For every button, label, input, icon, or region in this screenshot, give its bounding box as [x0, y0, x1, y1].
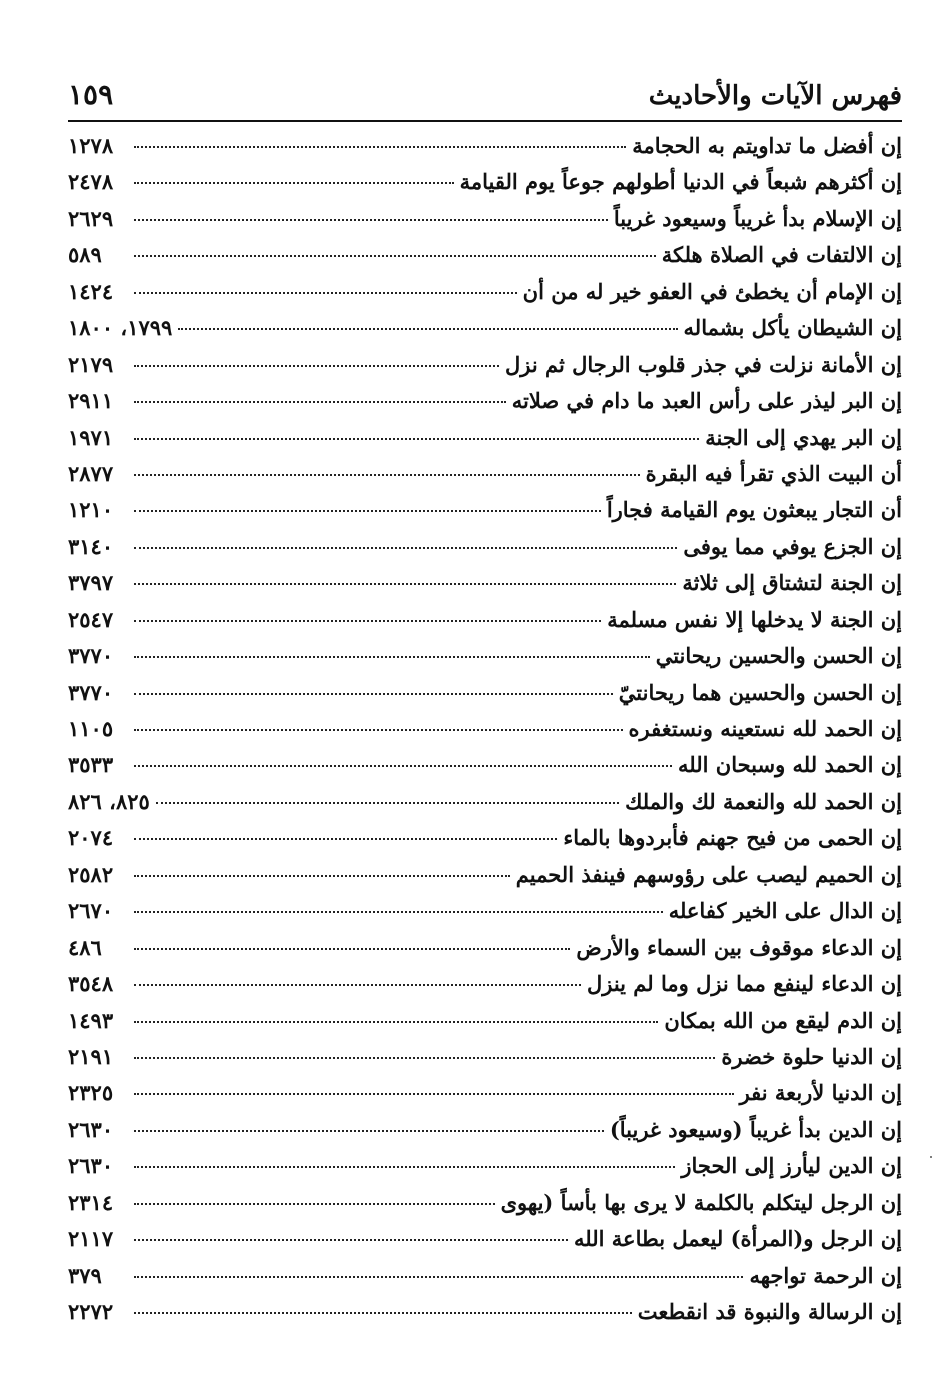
- entry-text: إن الجنة لا يدخلها إلا نفس مسلمة: [607, 606, 902, 632]
- entry-text: إن الدنيا حلوة خضرة: [721, 1043, 902, 1069]
- index-entry: [68, 201, 902, 237]
- dot-leader: [134, 729, 623, 731]
- entry-ref-number: ٢٦٣٠: [68, 1153, 114, 1179]
- entry-ref-number: ٨٢٥، ٨٢٦: [68, 788, 150, 814]
- entry-text: إن الدم ليقع من الله بمكان: [664, 1007, 902, 1033]
- index-entry: [68, 529, 902, 565]
- entry-text: إن الجزع يوفي مما يوفى: [683, 533, 902, 559]
- dot-leader: [134, 1276, 743, 1278]
- index-entry: [68, 966, 902, 1002]
- index-entry: [68, 456, 902, 492]
- dot-leader: [134, 1130, 604, 1132]
- entry-text: إن الدين بدأ غريباً (وسيعود غريباً): [609, 1116, 902, 1142]
- index-entry: [68, 1221, 902, 1257]
- index-entry: [68, 347, 902, 383]
- index-entry: [68, 1148, 902, 1184]
- entry-text: إن الحميم ليصب على رؤوسهم فينفذ الحميم: [515, 861, 902, 887]
- index-entry: [68, 1185, 902, 1221]
- dot-leader: [134, 438, 699, 440]
- dot-leader: [134, 182, 454, 184]
- entry-ref-number: ٣٧٩٧: [68, 570, 114, 596]
- index-entry: [68, 1294, 902, 1330]
- entry-text: إن الإمام أن يخطئ في العفو خير له من أن: [522, 278, 902, 304]
- entry-ref-number: ٢٥٨٢: [68, 861, 114, 887]
- entry-text: إن الرحمة تواجهه: [749, 1262, 902, 1288]
- entry-ref-number: ٢٦٣٠: [68, 1116, 114, 1142]
- dot-leader: [134, 255, 656, 257]
- entry-ref-number: ٢٨٧٧: [68, 460, 114, 486]
- index-entry: [68, 1075, 902, 1111]
- entry-ref-number: ١١٠٥: [68, 716, 114, 741]
- entry-text: إن الجنة لتشتاق إلى ثلاثة: [682, 570, 902, 596]
- dot-leader: [134, 510, 601, 512]
- index-entry: [68, 492, 902, 528]
- entry-text: إن الدعاء موقوف بين السماء والأرض: [576, 934, 902, 960]
- entry-text: إن الأمانة نزلت في جذر قلوب الرجال ثم نزل: [504, 351, 902, 377]
- index-entry: [68, 602, 902, 638]
- entry-text: إن الرجل و(المرأة) ليعمل بطاعة الله: [574, 1226, 902, 1252]
- entry-text: إن أفضل ما تداويتم به الحجامة: [632, 133, 902, 158]
- header-rule: [68, 120, 902, 122]
- running-title: فهرس الآيات والأحاديث: [648, 80, 902, 111]
- entry-text: إن الإسلام بدأ غريباً وسيعود غريباً: [613, 205, 902, 231]
- entry-ref-number: ٣٥٣٣: [68, 752, 114, 778]
- index-entry: [68, 711, 902, 747]
- entry-text: إن الحمى من فيح جهنم فأبردوها بالماء: [563, 825, 902, 851]
- entry-text: إن الشيطان يأكل بشماله: [683, 315, 902, 341]
- entry-text: إن الحمد لله وسبحان الله: [678, 752, 902, 778]
- entry-ref-number: ١٢٧٨: [68, 133, 114, 158]
- entry-ref-number: ١٢١٠: [68, 497, 114, 523]
- dot-leader: [134, 1021, 658, 1023]
- dot-leader: [134, 948, 570, 950]
- entry-ref-number: ٣٧٩: [68, 1262, 102, 1288]
- index-entry: [68, 1003, 902, 1039]
- dot-leader: [134, 911, 663, 913]
- entry-text: إن الحمد لله نستعينه ونستغفره: [628, 716, 902, 741]
- dot-leader: [178, 328, 677, 330]
- entry-ref-number: ٣٥٤٨: [68, 971, 114, 997]
- dot-leader: [134, 1166, 675, 1168]
- dot-leader: [134, 401, 506, 403]
- entry-ref-number: ٢٠٧٤: [68, 825, 114, 851]
- index-entry: [68, 893, 902, 929]
- entry-text: إن الحسن والحسين هما ريحانتيّ: [618, 679, 902, 705]
- entry-ref-number: ٢١٩١: [68, 1043, 114, 1069]
- dot-leader: [134, 365, 499, 367]
- entry-ref-number: ١٧٩٩، ١٨٠٠: [68, 315, 173, 341]
- dot-leader: [134, 765, 672, 767]
- dot-leader: [134, 1312, 632, 1314]
- dot-leader: [134, 146, 626, 148]
- entry-text: إن الرسالة والنبوة قد انقطعت: [637, 1299, 902, 1324]
- entry-text: إن الرجل ليتكلم بالكلمة لا يرى بها بأساً (يهوى: [500, 1189, 902, 1215]
- entry-text: إن الدنيا لأربعة نفر: [739, 1080, 902, 1106]
- index-entry-list: [68, 128, 902, 1330]
- entry-text: إن أكثرهم شبعاً في الدنيا أطولهم جوعاً يوم القيامة: [459, 169, 902, 195]
- entry-ref-number: ١٩٧١: [68, 424, 114, 450]
- index-entry: [68, 857, 902, 893]
- dot-leader: [134, 984, 581, 986]
- entry-ref-number: ٣٧٧٠: [68, 643, 114, 669]
- dot-leader: [134, 1057, 715, 1059]
- entry-text: أن البيت الذي تقرأ فيه البقرة: [645, 460, 902, 486]
- entry-ref-number: ٤٨٦: [68, 934, 102, 960]
- entry-ref-number: ٢١٧٩: [68, 351, 114, 377]
- entry-text: إن البر ليذر على رأس العبد ما دام في صلاته: [511, 388, 902, 414]
- entry-text: إن الدين ليأرز إلى الحجاز: [681, 1153, 902, 1179]
- entry-ref-number: ٢٥٤٧: [68, 606, 114, 632]
- entry-ref-number: ٢٣١٤: [68, 1189, 114, 1215]
- entry-ref-number: ٣١٤٠: [68, 533, 114, 559]
- page-number: ١٥٩: [68, 78, 114, 112]
- entry-ref-number: ٣٧٧٠: [68, 679, 114, 705]
- index-entry: [68, 565, 902, 601]
- entry-ref-number: ٥٨٩: [68, 242, 102, 268]
- entry-text: إن الدال على الخير كفاعله: [668, 898, 902, 924]
- entry-text: أن التجار يبعثون يوم القيامة فجاراً: [606, 497, 902, 523]
- index-entry: [68, 420, 902, 456]
- dot-leader: [134, 1239, 568, 1241]
- entry-text: إن الالتفات في الصلاة هلكة: [661, 242, 902, 268]
- entry-ref-number: ٢٤٧٨: [68, 169, 114, 195]
- dot-leader: [134, 875, 510, 877]
- entry-ref-number: ١٤٩٣: [68, 1007, 114, 1033]
- index-entry: [68, 784, 902, 820]
- index-entry: [68, 747, 902, 783]
- index-entry: [68, 237, 902, 273]
- dot-leader: [134, 219, 608, 221]
- index-entry: [68, 1112, 902, 1148]
- dot-leader: [134, 292, 517, 294]
- entry-ref-number: ٢١١٧: [68, 1226, 114, 1252]
- dot-leader: [134, 474, 640, 476]
- margin-speck: [930, 1156, 932, 1158]
- entry-text: إن الحمد لله والنعمة لك والملك: [625, 788, 902, 814]
- index-entry: [68, 1258, 902, 1294]
- dot-leader: [134, 1203, 495, 1205]
- index-entry: [68, 383, 902, 419]
- entry-ref-number: ٢٦٢٩: [68, 205, 114, 231]
- index-entry: [68, 274, 902, 310]
- entry-text: إن الدعاء لينفع مما نزل وما لم ينزل: [586, 971, 902, 997]
- index-entry: [68, 930, 902, 966]
- index-entry: [68, 638, 902, 674]
- entry-text: إن البر يهدي إلى الجنة: [705, 424, 902, 450]
- index-entry: [68, 675, 902, 711]
- dot-leader: [134, 547, 677, 549]
- dot-leader: [134, 693, 613, 695]
- index-entry: [68, 310, 902, 346]
- index-entry: [68, 820, 902, 856]
- entry-text: إن الحسن والحسين ريحانتي: [655, 643, 902, 669]
- dot-leader: [134, 656, 650, 658]
- dot-leader: [134, 620, 601, 622]
- index-entry: [68, 1039, 902, 1075]
- entry-ref-number: ٢٦٧٠: [68, 898, 114, 924]
- entry-ref-number: ٢٣٢٥: [68, 1080, 114, 1106]
- index-entry: [68, 128, 902, 164]
- index-entry: [68, 164, 902, 200]
- dot-leader: [134, 838, 557, 840]
- entry-ref-number: ١٤٢٤: [68, 278, 114, 304]
- page-header: [68, 60, 902, 112]
- dot-leader: [134, 1093, 734, 1095]
- entry-ref-number: ٢٢٧٢: [68, 1299, 114, 1324]
- dot-leader: [134, 583, 676, 585]
- dot-leader: [156, 802, 619, 804]
- entry-ref-number: ٢٩١١: [68, 388, 114, 414]
